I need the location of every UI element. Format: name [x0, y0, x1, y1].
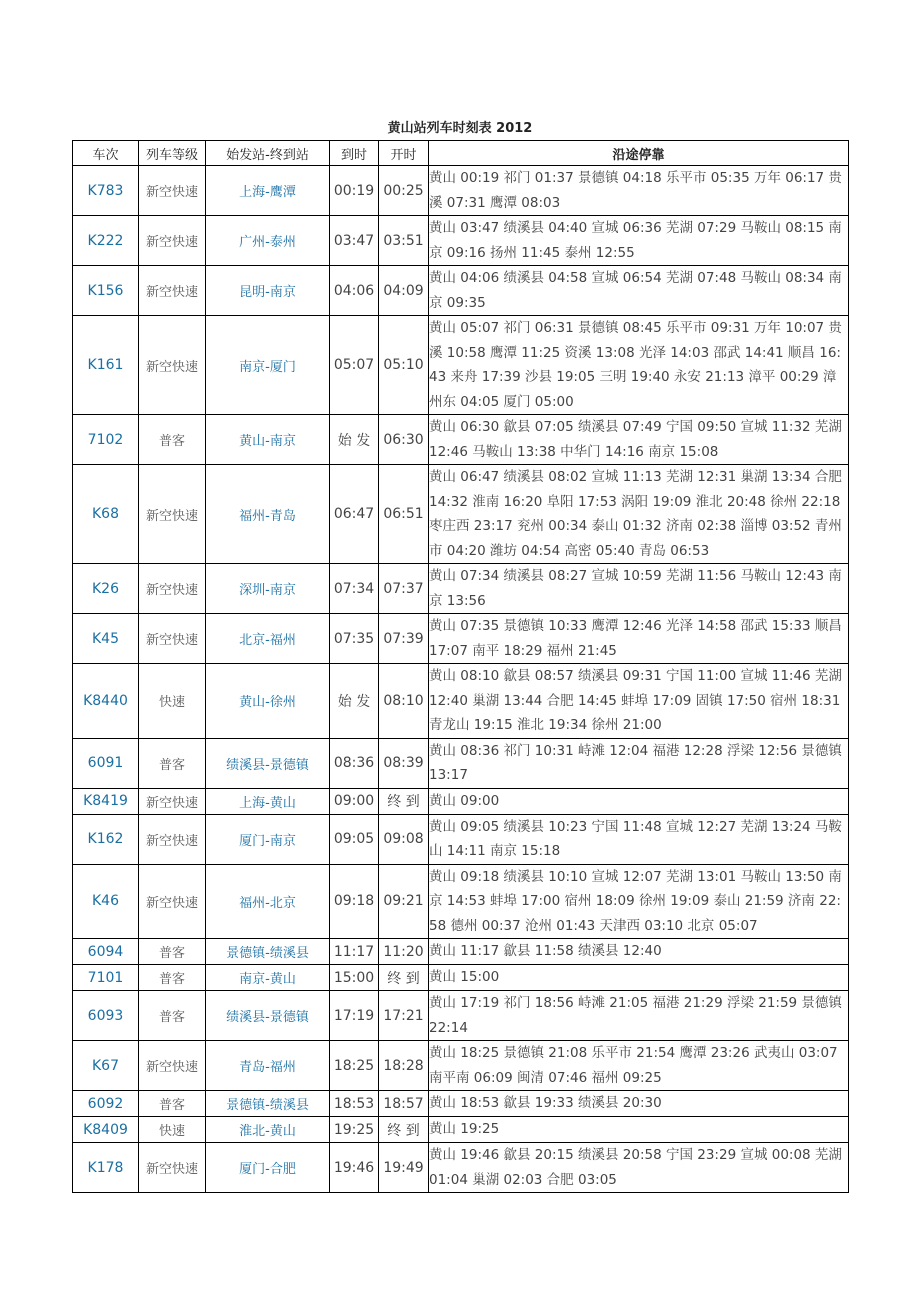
train-grade: 普客: [139, 991, 206, 1041]
stops-list: 黄山 04:06 绩溪县 04:58 宣城 06:54 芜湖 07:48 马鞍山 08:34 南京 09:35: [429, 266, 849, 316]
train-grade: 快速: [139, 1117, 206, 1143]
stops-list: 黄山 19:25: [429, 1117, 849, 1143]
train-number: K67: [73, 1041, 139, 1091]
train-grade: 新空快速: [139, 864, 206, 939]
train-number: 6092: [73, 1091, 139, 1117]
stops-list: 黄山 07:35 景德镇 10:33 鹰潭 12:46 光泽 14:58 邵武 15:33 顺昌 17:07 南平 18:29 福州 21:45: [429, 614, 849, 664]
stops-list: 黄山 05:07 祁门 06:31 景德镇 08:45 乐平市 09:31 万年 10:07 贵溪 10:58 鹰潭 11:25 资溪 13:08 光泽 14:03 邵武 14:41 顺昌 16:43 来舟 17:39 沙县 19:05 三明 19:40 永安 21:13 漳平 00:29 漳州东 04:05 厦门 05:00: [429, 316, 849, 415]
train-route: 上海-黄山: [206, 788, 330, 814]
header-train: 车次: [73, 141, 139, 166]
train-number: K162: [73, 814, 139, 864]
stops-list: 黄山 09:05 绩溪县 10:23 宁国 11:48 宣城 12:27 芜湖 13:24 马鞍山 14:11 南京 15:18: [429, 814, 849, 864]
train-grade: 普客: [139, 1091, 206, 1117]
table-row: [73, 664, 849, 739]
arrive-time: 07:34: [330, 564, 379, 614]
table-row: [73, 465, 849, 564]
train-number: 6091: [73, 738, 139, 788]
table-row: [73, 1091, 849, 1117]
train-route: 北京-福州: [206, 614, 330, 664]
header-row: [73, 141, 849, 166]
depart-time: 00:25: [379, 166, 429, 216]
arrive-time: 04:06: [330, 266, 379, 316]
depart-time: 终 到: [379, 788, 429, 814]
train-number: K68: [73, 465, 139, 564]
train-number: K222: [73, 216, 139, 266]
header-stops: 沿途停靠: [429, 141, 849, 166]
train-grade: 新空快速: [139, 1143, 206, 1193]
train-number: K783: [73, 166, 139, 216]
train-grade: 普客: [139, 738, 206, 788]
depart-time: 19:49: [379, 1143, 429, 1193]
arrive-time: 07:35: [330, 614, 379, 664]
page-title: 黄山站列车时刻表 2012: [387, 121, 533, 136]
train-grade: 新空快速: [139, 1041, 206, 1091]
arrive-time: 15:00: [330, 965, 379, 991]
train-number: 7101: [73, 965, 139, 991]
depart-time: 07:37: [379, 564, 429, 614]
table-row: [73, 415, 849, 465]
train-route: 绩溪县-景德镇: [206, 738, 330, 788]
train-number: 7102: [73, 415, 139, 465]
train-number: 6094: [73, 939, 139, 965]
depart-time: 17:21: [379, 991, 429, 1041]
train-grade: 新空快速: [139, 564, 206, 614]
train-number: K156: [73, 266, 139, 316]
train-route: 南京-黄山: [206, 965, 330, 991]
stops-list: 黄山 08:10 歙县 08:57 绩溪县 09:31 宁国 11:00 宣城 11:46 芜湖 12:40 巢湖 13:44 合肥 14:45 蚌埠 17:09 固镇 17:50 宿州 18:31 青龙山 19:15 淮北 19:34 徐州 21:00: [429, 664, 849, 739]
table-row: [73, 1041, 849, 1091]
depart-time: 04:09: [379, 266, 429, 316]
table-row: [73, 316, 849, 415]
arrive-time: 09:18: [330, 864, 379, 939]
train-number: K178: [73, 1143, 139, 1193]
depart-time: 08:10: [379, 664, 429, 739]
depart-time: 终 到: [379, 965, 429, 991]
arrive-time: 始 发: [330, 664, 379, 739]
train-route: 淮北-黄山: [206, 1117, 330, 1143]
train-number: K8409: [73, 1117, 139, 1143]
train-number: 6093: [73, 991, 139, 1041]
stops-list: 黄山 09:18 绩溪县 10:10 宣城 12:07 芜湖 13:01 马鞍山 13:50 南京 14:53 蚌埠 17:00 宿州 18:09 徐州 19:09 泰山 21:59 济南 22:58 德州 00:37 沧州 01:43 天津西 03:10 北京 05:07: [429, 864, 849, 939]
table-row: [73, 965, 849, 991]
train-number: K46: [73, 864, 139, 939]
depart-time: 终 到: [379, 1117, 429, 1143]
train-grade: 普客: [139, 965, 206, 991]
train-grade: 普客: [139, 939, 206, 965]
arrive-time: 09:05: [330, 814, 379, 864]
header-route: 始发站-终到站: [206, 141, 330, 166]
train-route: 福州-北京: [206, 864, 330, 939]
arrive-time: 03:47: [330, 216, 379, 266]
arrive-time: 始 发: [330, 415, 379, 465]
arrive-time: 19:25: [330, 1117, 379, 1143]
train-grade: 新空快速: [139, 316, 206, 415]
train-route: 福州-青岛: [206, 465, 330, 564]
train-route: 广州-泰州: [206, 216, 330, 266]
table-row: [73, 814, 849, 864]
train-route: 黄山-南京: [206, 415, 330, 465]
train-route: 厦门-合肥: [206, 1143, 330, 1193]
train-route: 昆明-南京: [206, 266, 330, 316]
depart-time: 06:51: [379, 465, 429, 564]
train-number: K8440: [73, 664, 139, 739]
stops-list: 黄山 11:17 歙县 11:58 绩溪县 12:40: [429, 939, 849, 965]
table-row: [73, 216, 849, 266]
train-grade: 新空快速: [139, 614, 206, 664]
train-route: 景德镇-绩溪县: [206, 1091, 330, 1117]
train-route: 青岛-福州: [206, 1041, 330, 1091]
depart-time: 11:20: [379, 939, 429, 965]
arrive-time: 05:07: [330, 316, 379, 415]
depart-time: 05:10: [379, 316, 429, 415]
train-grade: 新空快速: [139, 788, 206, 814]
stops-list: 黄山 08:36 祁门 10:31 峙滩 12:04 福港 12:28 浮梁 12:56 景德镇 13:17: [429, 738, 849, 788]
table-row: [73, 166, 849, 216]
train-grade: 新空快速: [139, 166, 206, 216]
train-route: 上海-鹰潭: [206, 166, 330, 216]
stops-list: 黄山 17:19 祁门 18:56 峙滩 21:05 福港 21:29 浮梁 21:59 景德镇 22:14: [429, 991, 849, 1041]
table-row: [73, 614, 849, 664]
arrive-time: 18:53: [330, 1091, 379, 1117]
stops-list: 黄山 15:00: [429, 965, 849, 991]
train-route: 厦门-南京: [206, 814, 330, 864]
table-row: [73, 564, 849, 614]
timetable-body: [73, 166, 849, 1193]
stops-list: 黄山 07:34 绩溪县 08:27 宣城 10:59 芜湖 11:56 马鞍山 12:43 南京 13:56: [429, 564, 849, 614]
stops-list: 黄山 19:46 歙县 20:15 绩溪县 20:58 宁国 23:29 宣城 00:08 芜湖 01:04 巢湖 02:03 合肥 03:05: [429, 1143, 849, 1193]
train-route: 黄山-徐州: [206, 664, 330, 739]
depart-time: 07:39: [379, 614, 429, 664]
table-row: [73, 1143, 849, 1193]
train-grade: 快速: [139, 664, 206, 739]
table-row: [73, 788, 849, 814]
train-grade: 新空快速: [139, 216, 206, 266]
arrive-time: 08:36: [330, 738, 379, 788]
train-route: 深圳-南京: [206, 564, 330, 614]
arrive-time: 00:19: [330, 166, 379, 216]
table-row: [73, 1117, 849, 1143]
table-row: [73, 864, 849, 939]
depart-time: 09:08: [379, 814, 429, 864]
stops-list: 黄山 18:25 景德镇 21:08 乐平市 21:54 鹰潭 23:26 武夷山 03:07 南平南 06:09 闽清 07:46 福州 09:25: [429, 1041, 849, 1091]
arrive-time: 09:00: [330, 788, 379, 814]
train-route: 景德镇-绩溪县: [206, 939, 330, 965]
header-grade: 列车等级: [139, 141, 206, 166]
depart-time: 08:39: [379, 738, 429, 788]
arrive-time: 18:25: [330, 1041, 379, 1091]
arrive-time: 17:19: [330, 991, 379, 1041]
table-row: [73, 738, 849, 788]
train-number: K161: [73, 316, 139, 415]
train-grade: 新空快速: [139, 814, 206, 864]
table-row: [73, 266, 849, 316]
train-route: 绩溪县-景德镇: [206, 991, 330, 1041]
stops-list: 黄山 06:30 歙县 07:05 绩溪县 07:49 宁国 09:50 宣城 11:32 芜湖 12:46 马鞍山 13:38 中华门 14:16 南京 15:08: [429, 415, 849, 465]
arrive-time: 19:46: [330, 1143, 379, 1193]
depart-time: 06:30: [379, 415, 429, 465]
train-route: 南京-厦门: [206, 316, 330, 415]
stops-list: 黄山 03:47 绩溪县 04:40 宣城 06:36 芜湖 07:29 马鞍山 08:15 南京 09:16 扬州 11:45 泰州 12:55: [429, 216, 849, 266]
stops-list: 黄山 18:53 歙县 19:33 绩溪县 20:30: [429, 1091, 849, 1117]
train-number: K26: [73, 564, 139, 614]
depart-time: 18:57: [379, 1091, 429, 1117]
train-number: K8419: [73, 788, 139, 814]
train-grade: 普客: [139, 415, 206, 465]
stops-list: 黄山 06:47 绩溪县 08:02 宣城 11:13 芜湖 12:31 巢湖 13:34 合肥 14:32 淮南 16:20 阜阳 17:53 涡阳 19:09 淮北 20:48 徐州 22:18 枣庄西 23:17 兖州 00:34 泰山 01:32 济南 02:38 淄博 03:52 青州市 04:20 潍坊 04:54 高密 05:40 青岛 06:53: [429, 465, 849, 564]
depart-time: 03:51: [379, 216, 429, 266]
arrive-time: 11:17: [330, 939, 379, 965]
arrive-time: 06:47: [330, 465, 379, 564]
table-row: [73, 991, 849, 1041]
train-grade: 新空快速: [139, 266, 206, 316]
table-row: [73, 939, 849, 965]
header-depart: 开时: [379, 141, 429, 166]
train-grade: 新空快速: [139, 465, 206, 564]
depart-time: 09:21: [379, 864, 429, 939]
stops-list: 黄山 09:00: [429, 788, 849, 814]
depart-time: 18:28: [379, 1041, 429, 1091]
header-arrive: 到时: [330, 141, 379, 166]
stops-list: 黄山 00:19 祁门 01:37 景德镇 04:18 乐平市 05:35 万年 06:17 贵溪 07:31 鹰潭 08:03: [429, 166, 849, 216]
train-number: K45: [73, 614, 139, 664]
timetable: [72, 140, 849, 1193]
